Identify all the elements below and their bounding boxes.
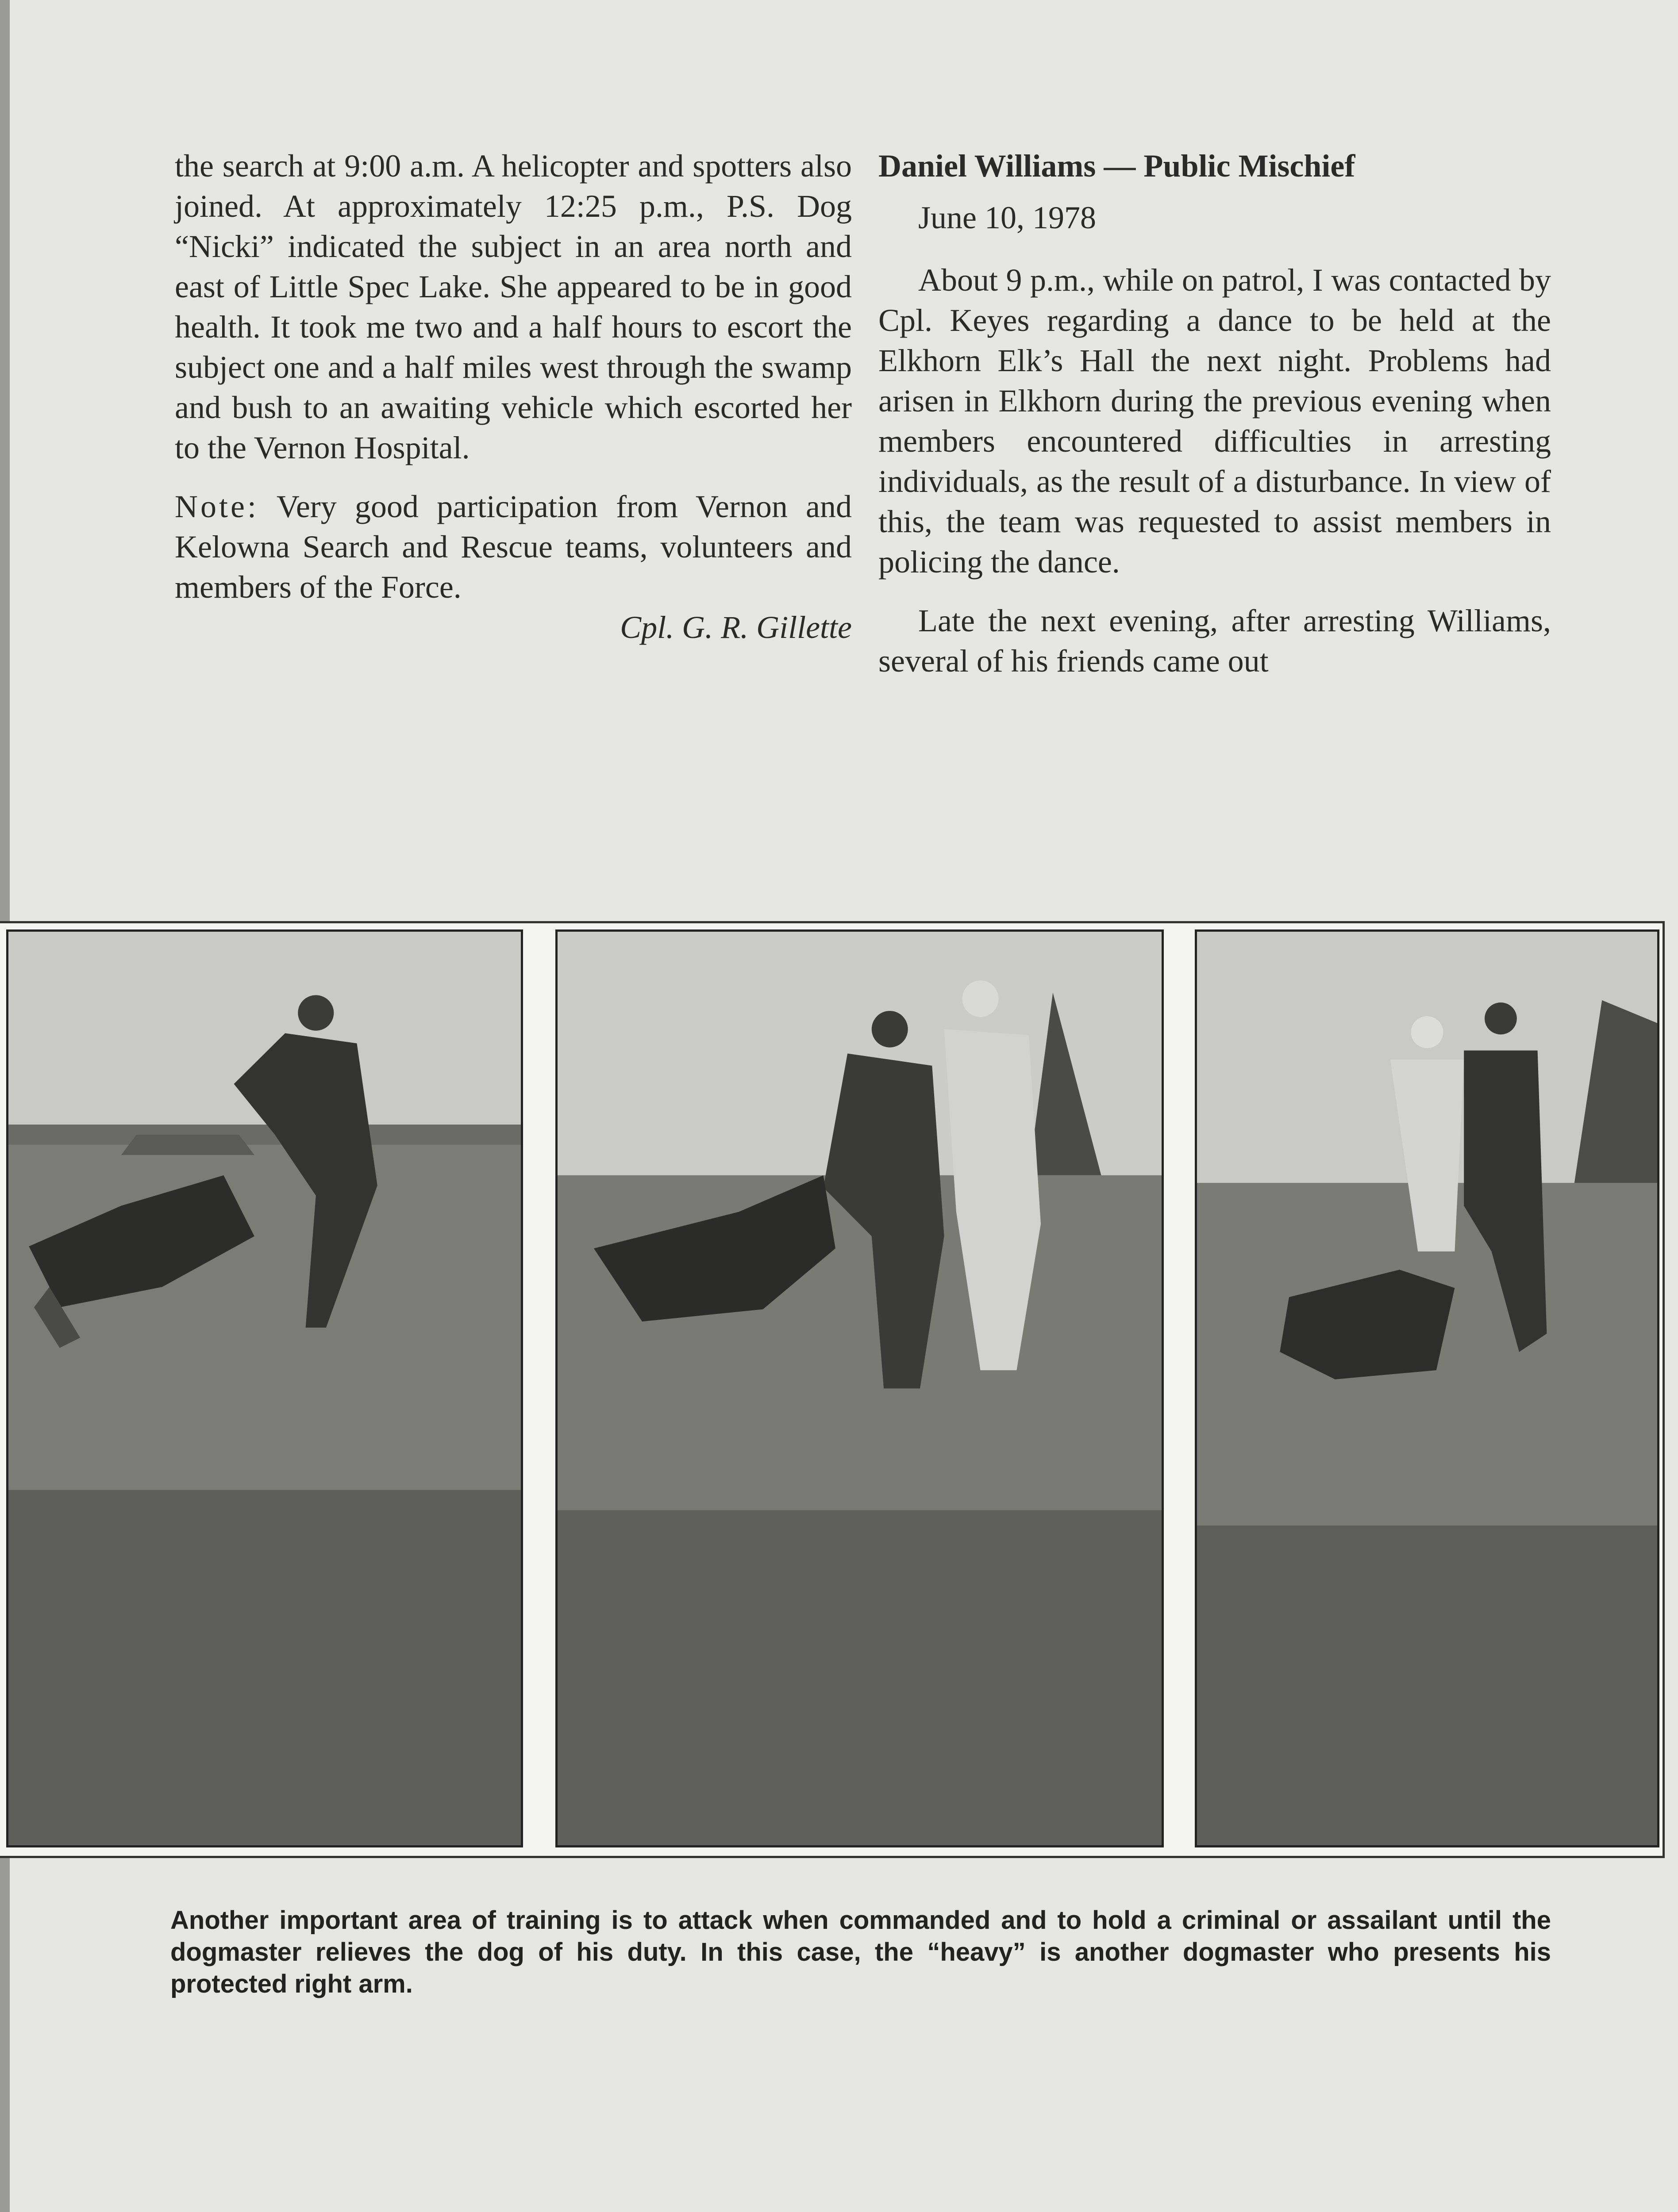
note-label: Note: bbox=[175, 489, 259, 524]
search-paragraph: the search at 9:00 a.m. A helicopter and spotters also joined. At approximately 12:25 p.m., P.S. Dog “Nicki” indicated the subject in an area north and east of Little Spec Lake. She appeared to be in good health. It took me two and a half hours to escort the subject one and a half miles west through the swamp and bush to an awaiting vehicle which escorted her to the Vernon Hospital. bbox=[175, 148, 852, 465]
photo-dog-biting-arm bbox=[555, 929, 1164, 1847]
left-column bbox=[175, 146, 852, 648]
article-date: June 10, 1978 bbox=[918, 200, 1096, 235]
photo-dogmaster-relieves-dog-image bbox=[1197, 932, 1657, 1845]
article-paragraph-2: Late the next evening, after arresting Williams, several of his friends came out bbox=[878, 603, 1551, 679]
article-title: Daniel Williams — Public Mischief bbox=[878, 148, 1355, 184]
photo-dog-lunging bbox=[6, 929, 523, 1847]
photo-dog-biting-arm-image bbox=[558, 932, 1162, 1845]
signature: Cpl. G. R. Gillette bbox=[620, 610, 852, 645]
right-column bbox=[878, 146, 1551, 681]
photo-caption: Another important area of training is to attack when commanded and to hold a criminal or assailant until the dogmaster relieves the dog of his duty. In this case, the “heavy” is another dogmaster who presents his protected right arm. bbox=[170, 1906, 1551, 1998]
note-paragraph bbox=[175, 487, 852, 607]
note-text: Very good participation from Vernon and Kelowna Search and Rescue teams, volunteers and members of the Force. bbox=[175, 489, 852, 605]
photo-dog-lunging-image bbox=[8, 932, 521, 1845]
photo-strip bbox=[0, 921, 1665, 1858]
article-paragraph-1: About 9 p.m., while on patrol, I was contacted by Cpl. Keyes regarding a dance to be held at the Elkhorn Elk’s Hall the next night. Problems had arisen in Elkhorn during the previous evening when members encountered difficulties in arresting individuals, as the result of a disturbance. In view of this, the team was requested to assist members in policing the dance. bbox=[878, 262, 1551, 580]
photo-dogmaster-relieves-dog bbox=[1195, 929, 1659, 1847]
